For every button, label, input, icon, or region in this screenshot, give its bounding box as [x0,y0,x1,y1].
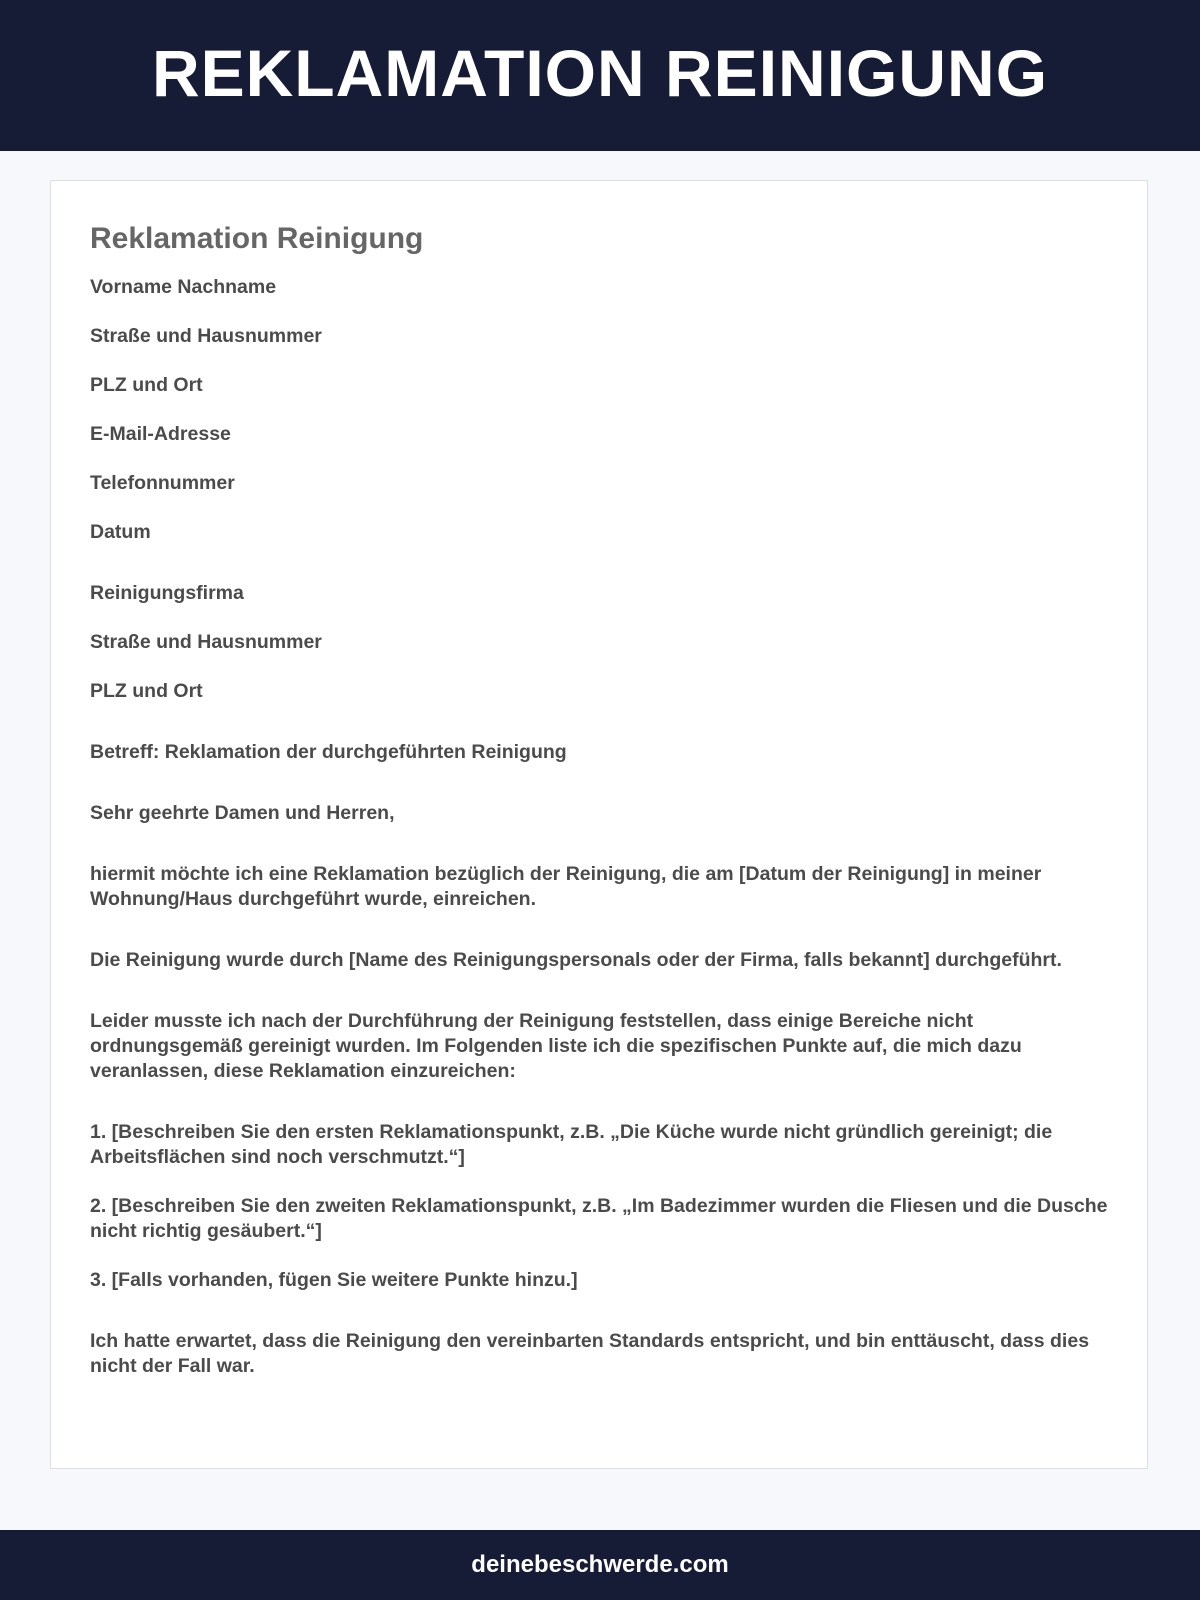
bottom-banner [0,1530,1200,1600]
letter-date: Datum [90,521,151,543]
document-heading: Reklamation Reinigung [90,222,424,255]
closing-paragraph: Ich hatte erwartet, dass die Reinigung den vereinbarten Standards entspricht, und bin enttäuscht, dass dies nicht der Fall war. [90,1330,1090,1377]
sender-phone: Telefonnummer [90,472,235,494]
salutation: Sehr geehrte Damen und Herren, [90,802,395,824]
sender-name: Vorname Nachname [90,276,277,298]
body-paragraph: Die Reinigung wurde durch [Name des Reinigungspersonals oder der Firma, falls bekannt] durchgeführt. [90,949,1062,971]
sender-address-block [90,275,1108,545]
complaint-point: 1. [Beschreiben Sie den ersten Reklamationspunkt, z.B. „Die Küche wurde nicht gründlich gereinigt; die Arbeitsflächen sind noch verschmutzt.“] [90,1121,1053,1168]
sender-city: PLZ und Ort [90,374,203,396]
complaint-point: 2. [Beschreiben Sie den zweiten Reklamationspunkt, z.B. „Im Badezimmer wurden die Fliesen und die Dusche nicht richtig gesäubert.“] [90,1195,1108,1242]
top-banner [0,0,1200,151]
complaint-points-list [90,1120,1108,1293]
letter-card [50,180,1148,1469]
footer-website: deinebeschwerde.com [471,1551,729,1578]
subject-line: Betreff: Reklamation der durchgeführten Reinigung [90,741,567,763]
body-paragraph: Leider musste ich nach der Durchführung der Reinigung feststellen, dass einige Bereiche nicht ordnungsgemäß gereinigt wurden. Im Folgenden liste ich die spezifischen Punkte auf, die mich dazu veranlassen, diese Reklamation einzureichen: [90,1010,1022,1082]
sender-email: E-Mail-Adresse [90,423,231,445]
recipient-company: Reinigungsfirma [90,582,244,604]
recipient-address-block [90,581,1108,704]
spacer [90,569,1108,581]
sender-street: Straße und Hausnummer [90,325,322,347]
body-paragraph: hiermit möchte ich eine Reklamation bezüglich der Reinigung, die am [Datum der Reinigung] in meiner Wohnung/Haus durchgeführt wurde, einreichen. [90,863,1042,910]
recipient-city: PLZ und Ort [90,680,203,702]
recipient-street: Straße und Hausnummer [90,631,322,653]
complaint-point: 3. [Falls vorhanden, fügen Sie weitere Punkte hinzu.] [90,1269,578,1291]
banner-title: REKLAMATION REINIGUNG [151,35,1049,110]
